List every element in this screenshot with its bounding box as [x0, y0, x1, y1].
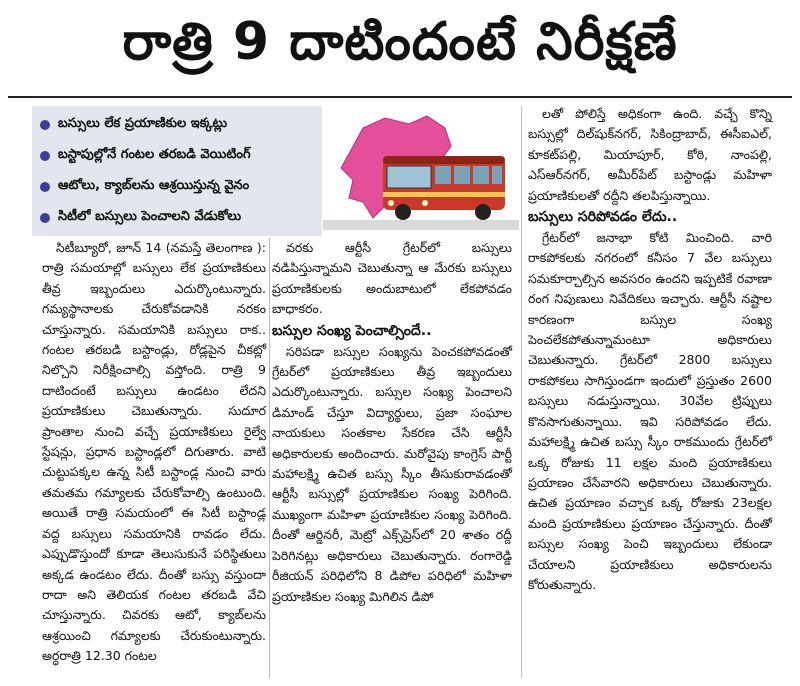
- highlight-text: సిటీలో బస్సులు పెంచాలని వేడుకోలు: [58, 209, 242, 224]
- article-column-1: [42, 238, 266, 667]
- highlight-item: [36, 203, 320, 233]
- bullet-dot-icon: [40, 120, 50, 130]
- headline-divider: [8, 96, 792, 98]
- subheading: బస్సుల సంఖ్య పెంచాల్సిందే..: [272, 322, 432, 339]
- bullet-dot-icon: [40, 213, 50, 223]
- telangana-map-bus-image: [323, 110, 519, 230]
- highlight-text: బస్సులు లేక ప్రయాణికుల ఇక్కట్లు: [58, 116, 228, 131]
- highlights-list: [36, 110, 320, 234]
- paragraph: గ్రేటర్‌లో జనాభా కోటి మించింది. వారి రాకపోకలకు నగరంలో కనీసం 7 వేల బస్సులు సమకూర్చాల్సిన అవసరం ఉందని ఇప్పటికే రవాణా రంగ నిపుణులు నివేదికలు ఇచ్చారు. ఆర్టీసీ నష్టాల కారణంగా బస్సుల సంఖ్య పెంచలేకపోతున్నామంటూ అధికారులు చెబుతున్నారు. గ్రేటర్‌లో 2800 బస్సులు రాకపోకలు సాగిస్తుండగా ఇందులో ప్రస్తుతం 2600 బస్సులు నడుస్తున్నాయి. 30వేల ట్రిప్పులు కొనసాగుతున్నాయి. ఇవి సరిపోవడం లేదు. మహాలక్ష్మి ఉచిత బస్సు స్కీం రాకముందు గ్రేటర్‌లో ఒక్క రోజుకు 11 లక్షల మంది ప్రయాణికులు ప్రయాణం చేసేవారని అధికారులు చెబుతున్నారు. ఉచిత ప్రయాణం వచ్చాక ఒక్క రోజుకు 23లక్షల మంది ప్రయాణికులు ప్రయాణం చేస్తున్నారు. దీంతో బస్సుల సంఖ్య పెంచి ఇబ్బందులు లేకుండా చేయాలని ప్రయాణికులు అధికారులను కోరుతున్నారు.: [528, 230, 772, 592]
- subheading: బస్సులు సరిపోవడం లేదు..: [528, 209, 678, 226]
- highlight-item: [36, 141, 320, 171]
- paragraph: లతో పోలిస్తే అధికంగా ఉంది. వచ్చే కొన్ని బస్సుల్లో దిల్‌షుక్‌నగర్, సికింద్రాబాద్, ఈసీఐఎల్, కూకట్‌పల్లి, మియాపూర్, కోఠి, నాంపల్లి, ఎస్‌ఆర్‌నగర్, అమీర్‌పేట్ బస్టాండ్లు మహిళా ప్రయాణికులతో రద్దీని తలపిస్తున్నాయి.: [528, 106, 772, 203]
- bullet-dot-icon: [40, 182, 50, 192]
- bullet-dot-icon: [40, 151, 50, 161]
- article-column-2: [272, 238, 512, 607]
- highlight-text: బస్టాపుల్లోనే గంటల తరబడి వెయిటింగ్: [58, 147, 251, 162]
- page-headline: రాత్రి 9 దాటిందంటే నిరీక్షణే: [122, 11, 678, 72]
- paragraph: సిటీబ్యూరో, జూన్ 14 (నమస్తే తెలంగాణ ): రాత్రి సమయాల్లో బస్సులు లేక ప్రయాణికులు తీవ్ర ఇబ్బందులు ఎదుర్కొంటున్నారు. గమ్యస్థానాలకు చేరుకోవడానికి నరకం చూస్తున్నారు. సమయానికి బస్సులు రాక.. గంటల తరబడి బస్టాండ్లు, రోడ్లపైన చీకట్లో నిల్చొని నిరీక్షించాల్సి వస్తోంది. రాత్రి 9 దాటిందంటే బస్సులు ఉండటం లేదని ప్రయాణికులు చెబుతున్నారు. సుదూర ప్రాంతాల నుంచి వచ్చే ప్రయాణికులు రైల్వే స్టేషన్లు, ప్రధాన బస్టాండ్లలో దిగుతారు. వాటి చుట్టుపక్కల ఉన్న సిటీ బస్టాండ్ల నుంచి వారు తమతమ గమ్యాలకు చేరుకోవాల్సి ఉంటుంది. అయితే రాత్రి సమయంలో ఈ సిటీ బస్టాండ్ల వద్ద బస్సులు సమయానికి రావడం లేదు. ఎప్పుడొస్తుందో కూడా తెలుసుకునే పరిస్థితులు అక్కడ ఉండటం లేదు. దీంతో బస్సు వస్తుందా రాదా అని తెలియక గంటల తరబడి వేచి చూస్తున్నారు. చివరకు ఆటో, క్యాబ్‌లను ఆశ్రయించి గమ్యాలకు చేరుకుంటున్నారు. అర్ధరాత్రి 12.30 గంటల: [42, 240, 266, 664]
- telangana-map-bus-icon: [323, 110, 519, 230]
- highlight-item: [36, 110, 320, 140]
- article-column-3: [528, 104, 772, 595]
- column-divider: [521, 106, 522, 678]
- highlight-item: [36, 172, 320, 202]
- paragraph: సరిపడా బస్సుల సంఖ్యను పెంచకపోవడంతో గ్రేటర్‌లో ప్రయాణికులు తీవ్ర ఇబ్బందులు ఎదుర్కొంటున్నారు. బస్సుల సంఖ్య పెంచాలని డిమాండ్ చేస్తూ విద్యార్థులు, ప్రజా సంఘాల నాయకులు సంతకాల సేకరణ చేసి ఆర్టీసీ అధికారులకు అందించారు. మరోవైపు కాంగ్రెస్ పార్టీ మహాలక్ష్మి ఉచిత బస్సు స్కీం తీసుకురావడంతో ఆర్టీసీ బస్సుల్లో ప్రయాణికుల సంఖ్య పెరిగింది. ముఖ్యంగా మహిళా ప్రయాణికుల సంఖ్య పెరిగింది. దీంతో ఆర్డినరీ, మెట్రో ఎక్స్‌ప్రెస్‌లో 20 శాతం రద్దీ పెరిగినట్లు అధికారులు చెబుతున్నారు. రంగారెడ్డి రీజియన్ పరిధిలోని 8 డిపోల పరిధిలో మహిళా ప్రయాణికుల సంఖ్య మిగిలిన డిపో: [272, 343, 512, 604]
- highlight-text: ఆటోలు, క్యాబ్‌లను ఆశ్రయిస్తున్న వైనం: [58, 178, 250, 193]
- paragraph: వరకు ఆర్టీసీ గ్రేటర్‌లో బస్సులు నడిపిస్తున్నామని చెబుతున్నా ఆ మేరకు బస్సులు ప్రయాణికులకు అందుబాటులో లేకపోవడం బాధాకరం.: [272, 240, 512, 317]
- column-divider: [269, 238, 270, 678]
